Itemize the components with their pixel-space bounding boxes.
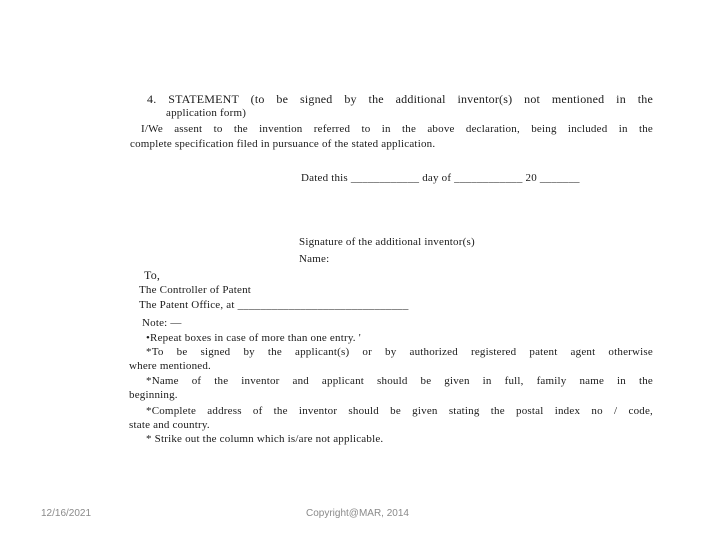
assent-line-1: I/We assent to the invention referred to in the above declaration, being included in the — [141, 123, 653, 135]
statement-heading-line-1: 4. STATEMENT (to be signed by the additional inventor(s) not mentioned in the — [147, 92, 653, 106]
statement-heading-line-2: application form) — [166, 107, 247, 119]
note-3-line-1: *Name of the inventor and applicant should be given in full, family name in the — [146, 375, 653, 387]
note-2-line-2: where mentioned. — [129, 360, 212, 372]
dated-line: Dated this ____________ day of ____________ 20 _______ — [301, 172, 580, 184]
address-to: To, — [144, 268, 161, 282]
note-4-line-2: state and country. — [129, 419, 210, 431]
address-office: The Patent Office, at ______________________________ — [139, 299, 409, 311]
assent-line-2: complete specification filed in pursuance of the stated application. — [130, 138, 436, 150]
signature-label: Signature of the additional inventor(s) — [299, 236, 475, 248]
footer-copyright: Copyright@MAR, 2014 — [306, 508, 409, 519]
note-2-line-1: *To be signed by the applicant(s) or by authorized registered patent agent otherwise — [146, 346, 653, 358]
note-5: * Strike out the column which is/are not applicable. — [146, 433, 384, 445]
note-1: •Repeat boxes in case of more than one entry. ' — [146, 332, 361, 344]
note-label: Note: — — [142, 317, 182, 329]
note-3-line-2: beginning. — [129, 389, 178, 401]
footer-date: 12/16/2021 — [41, 508, 92, 519]
name-label: Name: — [299, 253, 330, 265]
address-controller: The Controller of Patent — [139, 284, 252, 296]
note-4-line-1: *Complete address of the inventor should be given stating the postal index no / code, — [146, 405, 653, 417]
